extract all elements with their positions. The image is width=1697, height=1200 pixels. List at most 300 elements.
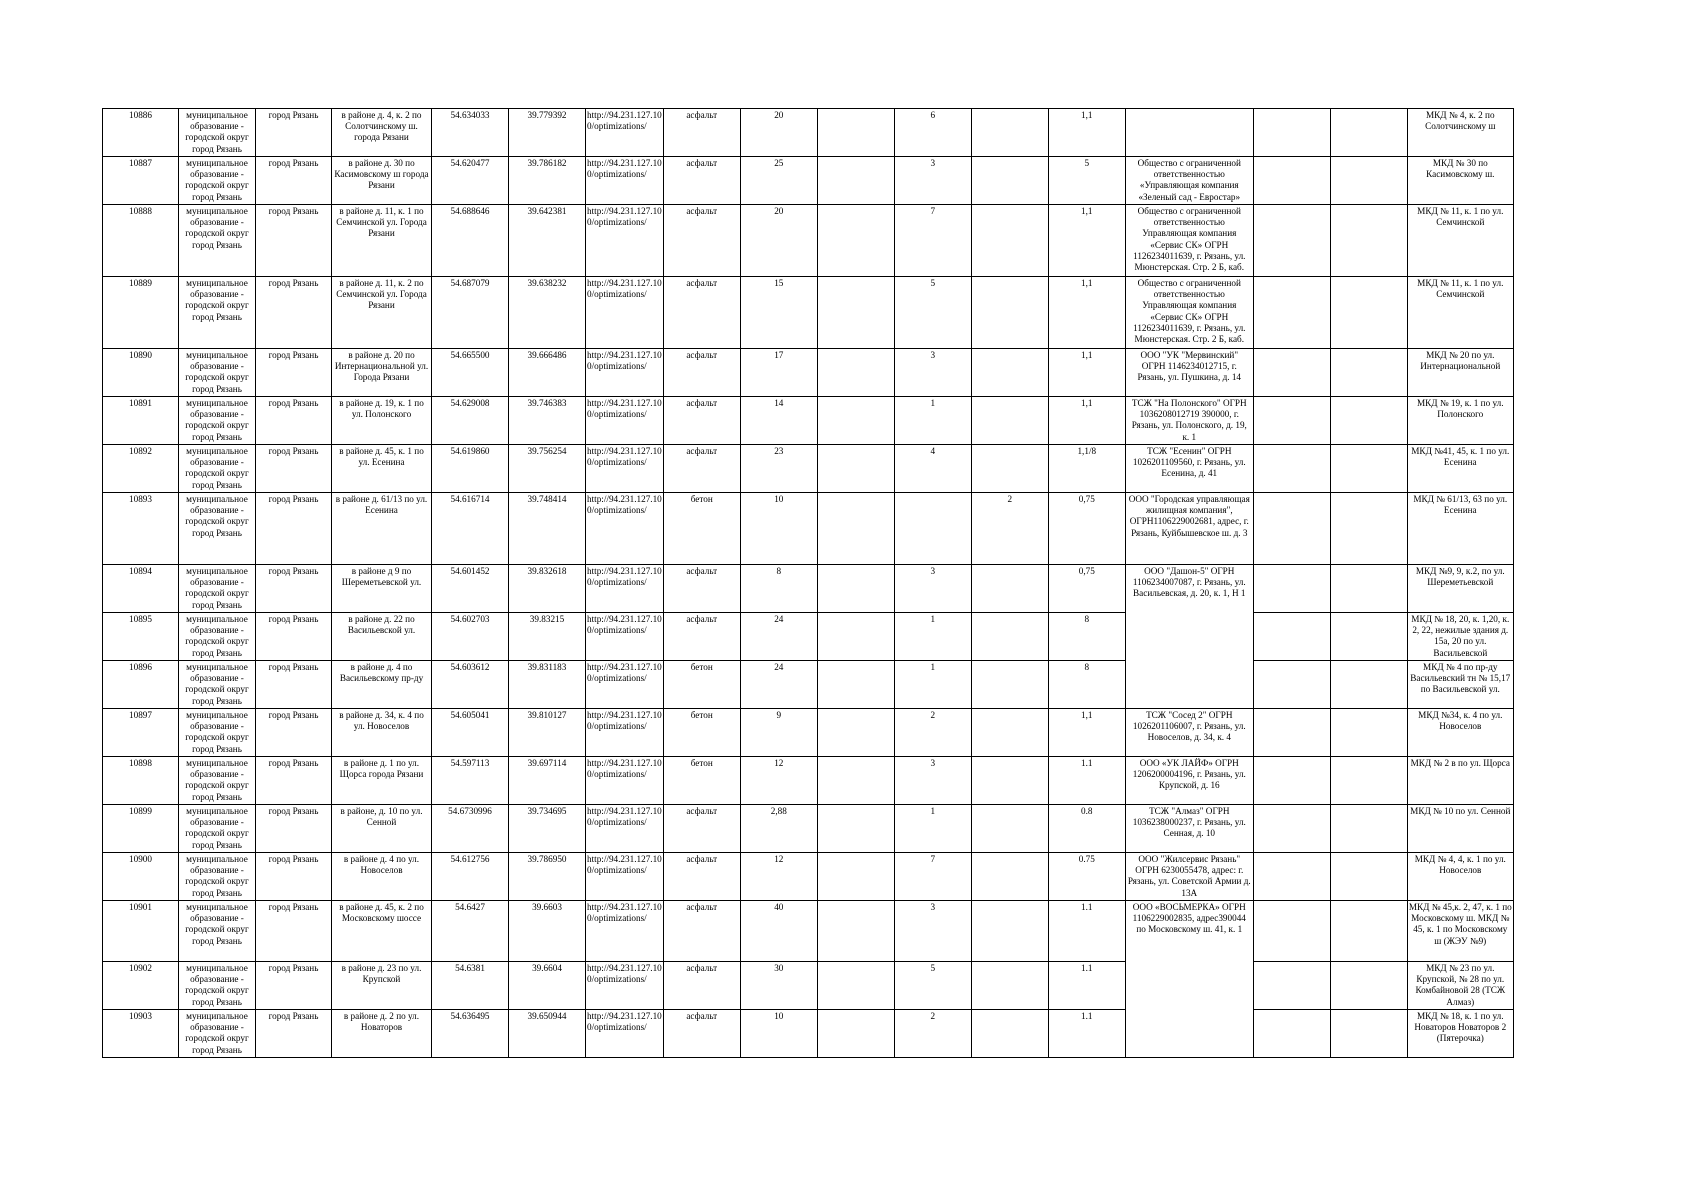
municipality-cell: муниципальное образование - городской округ город Рязань [179, 1010, 256, 1058]
row-number-cell: 10903 [103, 1010, 179, 1058]
empty-cell [1330, 445, 1407, 493]
empty-cell [1253, 109, 1330, 157]
map-link-cell: http://94.231.127.10 0/optimizations/ [586, 613, 664, 661]
address-cell: в районе д. 23 по ул. Крупской [332, 962, 432, 1010]
surface-cell: асфальт [663, 901, 740, 962]
map-link-cell: http://94.231.127.10 0/optimizations/ [586, 565, 664, 613]
address-cell: в районе д. 22 по Васильевской ул. [332, 613, 432, 661]
longitude-cell: 39.734695 [509, 805, 586, 853]
empty-cell [1253, 901, 1330, 962]
container-count-2-cell [971, 805, 1048, 853]
map-link-cell: http://94.231.127.10 0/optimizations/ [586, 962, 664, 1010]
longitude-cell: 39.642381 [509, 205, 586, 277]
municipality-cell: муниципальное образование - городской округ город Рязань [179, 709, 256, 757]
row-number-cell: 10892 [103, 445, 179, 493]
surface-cell: асфальт [663, 445, 740, 493]
empty-cell [1330, 277, 1407, 349]
owner-cell [1125, 109, 1253, 157]
municipality-cell: муниципальное образование - городской округ город Рязань [179, 661, 256, 709]
container-count-cell: 2 [894, 1010, 971, 1058]
longitude-cell: 39.786182 [509, 157, 586, 205]
longitude-cell: 39.810127 [509, 709, 586, 757]
table-row [103, 709, 1514, 757]
surface-cell: асфальт [663, 853, 740, 901]
address-cell: в районе д. 45, к. 1 по ул. Есенина [332, 445, 432, 493]
empty-cell [817, 853, 894, 901]
latitude-cell: 54.629008 [432, 397, 509, 445]
municipality-cell: муниципальное образование - городской округ город Рязань [179, 445, 256, 493]
empty-cell [1253, 709, 1330, 757]
row-number-cell: 10894 [103, 565, 179, 613]
empty-cell [1330, 661, 1407, 709]
latitude-cell: 54.636495 [432, 1010, 509, 1058]
municipality-cell: муниципальное образование - городской округ город Рязань [179, 853, 256, 901]
container-count-2-cell [971, 661, 1048, 709]
surface-cell: асфальт [663, 205, 740, 277]
table-row [103, 613, 1514, 661]
waste-source-cell: МКД № 23 по ул. Крупской, № 28 по ул. Комбайновой 28 (ТСЖ Алмаз) [1407, 962, 1513, 1010]
empty-cell [1253, 349, 1330, 397]
empty-cell [817, 757, 894, 805]
latitude-cell: 54.6427 [432, 901, 509, 962]
row-number-cell: 10896 [103, 661, 179, 709]
container-count-2-cell [971, 962, 1048, 1010]
container-volume-cell: 1,1/8 [1048, 445, 1125, 493]
empty-cell [817, 805, 894, 853]
latitude-cell: 54.620477 [432, 157, 509, 205]
surface-cell: бетон [663, 661, 740, 709]
surface-cell: асфальт [663, 109, 740, 157]
city-cell: город Рязань [256, 1010, 332, 1058]
owner-cell: ТСЖ "Сосед 2" ОГРН 1026201106007, г. Рязань, ул. Новоселов, д. 34, к. 4 [1125, 709, 1253, 757]
area-cell: 10 [740, 1010, 817, 1058]
container-volume-cell: 1,1 [1048, 109, 1125, 157]
city-cell: город Рязань [256, 397, 332, 445]
surface-cell: асфальт [663, 1010, 740, 1058]
city-cell: город Рязань [256, 613, 332, 661]
container-count-cell: 4 [894, 445, 971, 493]
map-link-cell: http://94.231.127.10 0/optimizations/ [586, 661, 664, 709]
longitude-cell: 39.756254 [509, 445, 586, 493]
container-count-cell: 3 [894, 757, 971, 805]
city-cell: город Рязань [256, 805, 332, 853]
map-link-cell: http://94.231.127.10 0/optimizations/ [586, 709, 664, 757]
municipality-cell: муниципальное образование - городской округ город Рязань [179, 157, 256, 205]
address-cell: в районе д. 61/13 по ул. Есенина [332, 493, 432, 565]
municipality-cell: муниципальное образование - городской округ город Рязань [179, 109, 256, 157]
city-cell: город Рязань [256, 445, 332, 493]
address-cell: в районе д. 1 по ул. Щорса города Рязани [332, 757, 432, 805]
empty-cell [817, 493, 894, 565]
longitude-cell: 39.83215 [509, 613, 586, 661]
surface-cell: асфальт [663, 157, 740, 205]
container-volume-cell: 1,1 [1048, 397, 1125, 445]
empty-cell [1330, 109, 1407, 157]
city-cell: город Рязань [256, 205, 332, 277]
row-number-cell: 10895 [103, 613, 179, 661]
container-volume-cell: 8 [1048, 661, 1125, 709]
row-number-cell: 10893 [103, 493, 179, 565]
address-cell: в районе д. 19, к. 1 по ул. Полонского [332, 397, 432, 445]
waste-source-cell: МКД № 11, к. 1 по ул. Семчинской [1407, 205, 1513, 277]
latitude-cell: 54.603612 [432, 661, 509, 709]
municipality-cell: муниципальное образование - городской округ город Рязань [179, 805, 256, 853]
municipality-cell: муниципальное образование - городской округ город Рязань [179, 349, 256, 397]
longitude-cell: 39.832618 [509, 565, 586, 613]
longitude-cell: 39.831183 [509, 661, 586, 709]
surface-cell: бетон [663, 709, 740, 757]
container-volume-cell: 0,75 [1048, 565, 1125, 613]
address-cell: в районе д. 34, к. 4 по ул. Новоселов [332, 709, 432, 757]
map-link-cell: http://94.231.127.10 0/optimizations/ [586, 349, 664, 397]
empty-cell [1253, 613, 1330, 661]
address-cell: в районе д. 11, к. 2 по Семчинской ул. Города Рязани [332, 277, 432, 349]
container-count-cell [894, 493, 971, 565]
empty-cell [1330, 157, 1407, 205]
surface-cell: асфальт [663, 613, 740, 661]
map-link-cell: http://94.231.127.10 0/optimizations/ [586, 445, 664, 493]
owner-cell: ООО "Дашон-5" ОГРН 1106234007087, г. Рязань, ул. Васильевская, д. 20, к. 1, Н 1 [1125, 565, 1253, 709]
container-count-cell: 5 [894, 962, 971, 1010]
waste-source-cell: МКД № 30 по Касимовскому ш. [1407, 157, 1513, 205]
surface-cell: асфальт [663, 565, 740, 613]
container-count-2-cell [971, 205, 1048, 277]
container-count-2-cell [971, 709, 1048, 757]
surface-cell: асфальт [663, 349, 740, 397]
empty-cell [817, 157, 894, 205]
container-volume-cell: 1,1 [1048, 205, 1125, 277]
container-count-2-cell: 2 [971, 493, 1048, 565]
surface-cell: асфальт [663, 805, 740, 853]
container-count-cell: 3 [894, 157, 971, 205]
owner-cell: ООО «ВОСЬМЕРКА» ОГРН 1106229002835, адрес390044 по Московскому ш. 41, к. 1 [1125, 901, 1253, 1058]
owner-cell: ТСЖ "Алмаз" ОГРН 1036238000237, г. Рязань, ул. Сенная, д. 10 [1125, 805, 1253, 853]
area-cell: 10 [740, 493, 817, 565]
area-cell: 14 [740, 397, 817, 445]
table-row [103, 157, 1514, 205]
address-cell: в районе д 9 по Шереметьевской ул. [332, 565, 432, 613]
latitude-cell: 54.602703 [432, 613, 509, 661]
longitude-cell: 39.786950 [509, 853, 586, 901]
address-cell: в районе д. 2 по ул. Новаторов [332, 1010, 432, 1058]
area-cell: 23 [740, 445, 817, 493]
city-cell: город Рязань [256, 349, 332, 397]
container-count-cell: 7 [894, 205, 971, 277]
container-volume-cell: 5 [1048, 157, 1125, 205]
municipality-cell: муниципальное образование - городской округ город Рязань [179, 277, 256, 349]
table-row [103, 445, 1514, 493]
container-volume-cell: 0,75 [1048, 493, 1125, 565]
surface-cell: бетон [663, 493, 740, 565]
waste-source-cell: МКД № 18, к. 1 по ул. Новаторов Новаторов 2 (Пятерочка) [1407, 1010, 1513, 1058]
table-row [103, 277, 1514, 349]
container-count-2-cell [971, 1010, 1048, 1058]
owner-cell: ООО «УК ЛАЙФ» ОГРН 1206200004196, г. Рязань, ул. Крупской, д. 16 [1125, 757, 1253, 805]
empty-cell [1330, 397, 1407, 445]
latitude-cell: 54.619860 [432, 445, 509, 493]
table-row [103, 853, 1514, 901]
waste-source-cell: МКД № 2 в по ул. Щорса [1407, 757, 1513, 805]
waste-source-cell: МКД № 20 по ул. Интернациональной [1407, 349, 1513, 397]
waste-source-cell: МКД № 10 по ул. Сенной [1407, 805, 1513, 853]
owner-cell: ООО "Городская управляющая жилищная компания", ОГРН1106229002681, адрес, г. Рязань, Куйбышевское ш. д. 3 [1125, 493, 1253, 565]
container-count-cell: 5 [894, 277, 971, 349]
empty-cell [817, 349, 894, 397]
empty-cell [1330, 709, 1407, 757]
address-cell: в районе д. 20 по Интернациональной ул. Города Рязани [332, 349, 432, 397]
latitude-cell: 54.688646 [432, 205, 509, 277]
table-row [103, 661, 1514, 709]
container-count-2-cell [971, 109, 1048, 157]
municipality-cell: муниципальное образование - городской округ город Рязань [179, 613, 256, 661]
longitude-cell: 39.6603 [509, 901, 586, 962]
municipality-cell: муниципальное образование - городской округ город Рязань [179, 565, 256, 613]
owner-cell: ТСЖ "Есенин" ОГРН 1026201109560, г. Рязань, ул. Есенина, д. 41 [1125, 445, 1253, 493]
city-cell: город Рязань [256, 757, 332, 805]
row-number-cell: 10899 [103, 805, 179, 853]
table-row [103, 349, 1514, 397]
empty-cell [817, 962, 894, 1010]
empty-cell [1253, 157, 1330, 205]
area-cell: 20 [740, 205, 817, 277]
row-number-cell: 10887 [103, 157, 179, 205]
longitude-cell: 39.697114 [509, 757, 586, 805]
empty-cell [1330, 962, 1407, 1010]
empty-cell [1253, 493, 1330, 565]
latitude-cell: 54.634033 [432, 109, 509, 157]
row-number-cell: 10900 [103, 853, 179, 901]
container-count-cell: 1 [894, 613, 971, 661]
area-cell: 24 [740, 661, 817, 709]
surface-cell: асфальт [663, 277, 740, 349]
latitude-cell: 54.612756 [432, 853, 509, 901]
waste-source-cell: МКД № 19, к. 1 по ул. Полонского [1407, 397, 1513, 445]
container-volume-cell: 1,1 [1048, 709, 1125, 757]
table-row [103, 565, 1514, 613]
empty-cell [1253, 853, 1330, 901]
longitude-cell: 39.638232 [509, 277, 586, 349]
empty-cell [1253, 445, 1330, 493]
container-count-2-cell [971, 901, 1048, 962]
waste-source-cell: МКД № 4, 4, к. 1 по ул. Новоселов [1407, 853, 1513, 901]
address-cell: в районе, д. 10 по ул. Сенной [332, 805, 432, 853]
container-count-2-cell [971, 613, 1048, 661]
container-volume-cell: 8 [1048, 613, 1125, 661]
container-count-2-cell [971, 349, 1048, 397]
area-cell: 40 [740, 901, 817, 962]
map-link-cell: http://94.231.127.10 0/optimizations/ [586, 757, 664, 805]
area-cell: 12 [740, 853, 817, 901]
map-link-cell: http://94.231.127.10 0/optimizations/ [586, 205, 664, 277]
empty-cell [1330, 757, 1407, 805]
latitude-cell: 54.601452 [432, 565, 509, 613]
empty-cell [817, 613, 894, 661]
waste-source-cell: МКД № 11, к. 1 по ул. Семчинской [1407, 277, 1513, 349]
longitude-cell: 39.779392 [509, 109, 586, 157]
registry-table [102, 108, 1514, 1058]
area-cell: 12 [740, 757, 817, 805]
table-row [103, 757, 1514, 805]
empty-cell [1253, 805, 1330, 853]
city-cell: город Рязань [256, 661, 332, 709]
container-count-cell: 1 [894, 805, 971, 853]
container-count-cell: 1 [894, 661, 971, 709]
table-row [103, 805, 1514, 853]
municipality-cell: муниципальное образование - городской округ город Рязань [179, 493, 256, 565]
city-cell: город Рязань [256, 493, 332, 565]
table-row [103, 962, 1514, 1010]
empty-cell [1253, 565, 1330, 613]
row-number-cell: 10890 [103, 349, 179, 397]
container-volume-cell: 0.75 [1048, 853, 1125, 901]
municipality-cell: муниципальное образование - городской округ город Рязань [179, 205, 256, 277]
empty-cell [1253, 757, 1330, 805]
empty-cell [1330, 853, 1407, 901]
municipality-cell: муниципальное образование - городской округ город Рязань [179, 962, 256, 1010]
empty-cell [1253, 397, 1330, 445]
owner-cell: ТСЖ "На Полонского" ОГРН 1036208012719 390000, г. Рязань, ул. Полонского, д. 19, к. 1 [1125, 397, 1253, 445]
address-cell: в районе д. 4 по Васильевскому пр-ду [332, 661, 432, 709]
empty-cell [817, 901, 894, 962]
container-count-cell: 3 [894, 349, 971, 397]
owner-cell: Общество с ограниченной ответственностью Управляющая компания «Сервис СК» ОГРН 1126234011639, г. Рязань, ул. Мюнстерская. Стр. 2 Б, каб. [1125, 277, 1253, 349]
address-cell: в районе д. 4 по ул. Новоселов [332, 853, 432, 901]
longitude-cell: 39.6604 [509, 962, 586, 1010]
empty-cell [817, 661, 894, 709]
latitude-cell: 54.6730996 [432, 805, 509, 853]
waste-source-cell: МКД №41, 45, к. 1 по ул. Есенина [1407, 445, 1513, 493]
row-number-cell: 10897 [103, 709, 179, 757]
area-cell: 24 [740, 613, 817, 661]
empty-cell [817, 1010, 894, 1058]
empty-cell [1253, 277, 1330, 349]
city-cell: город Рязань [256, 565, 332, 613]
latitude-cell: 54.616714 [432, 493, 509, 565]
map-link-cell: http://94.231.127.10 0/optimizations/ [586, 109, 664, 157]
waste-source-cell: МКД № 61/13, 63 по ул. Есенина [1407, 493, 1513, 565]
row-number-cell: 10888 [103, 205, 179, 277]
longitude-cell: 39.746383 [509, 397, 586, 445]
container-count-2-cell [971, 277, 1048, 349]
latitude-cell: 54.605041 [432, 709, 509, 757]
waste-source-cell: МКД № 18, 20, к. 1,20, к. 2, 22, нежилые здания д. 15а, 20 по ул. Васильевской [1407, 613, 1513, 661]
empty-cell [1330, 565, 1407, 613]
container-volume-cell: 1.1 [1048, 1010, 1125, 1058]
table-row [103, 1010, 1514, 1058]
empty-cell [1330, 901, 1407, 962]
row-number-cell: 10891 [103, 397, 179, 445]
empty-cell [817, 709, 894, 757]
waste-source-cell: МКД № 4, к. 2 по Солотчинскому ш [1407, 109, 1513, 157]
latitude-cell: 54.6381 [432, 962, 509, 1010]
container-count-cell: 3 [894, 565, 971, 613]
address-cell: в районе д. 45, к. 2 по Московскому шоссе [332, 901, 432, 962]
table-row [103, 205, 1514, 277]
waste-source-cell: МКД №34, к. 4 по ул. Новоселов [1407, 709, 1513, 757]
latitude-cell: 54.665500 [432, 349, 509, 397]
map-link-cell: http://94.231.127.10 0/optimizations/ [586, 493, 664, 565]
surface-cell: асфальт [663, 962, 740, 1010]
city-cell: город Рязань [256, 962, 332, 1010]
municipality-cell: муниципальное образование - городской округ город Рязань [179, 757, 256, 805]
row-number-cell: 10902 [103, 962, 179, 1010]
row-number-cell: 10901 [103, 901, 179, 962]
row-number-cell: 10886 [103, 109, 179, 157]
empty-cell [1253, 962, 1330, 1010]
city-cell: город Рязань [256, 901, 332, 962]
empty-cell [817, 205, 894, 277]
empty-cell [1330, 349, 1407, 397]
container-count-cell: 7 [894, 853, 971, 901]
owner-cell: Общество с ограниченной ответственностью Управляющая компания «Сервис СК» ОГРН 1126234011639, г. Рязань, ул. Мюнстерская. Стр. 2 Б, каб. [1125, 205, 1253, 277]
container-volume-cell: 0.8 [1048, 805, 1125, 853]
container-count-2-cell [971, 157, 1048, 205]
city-cell: город Рязань [256, 853, 332, 901]
map-link-cell: http://94.231.127.10 0/optimizations/ [586, 277, 664, 349]
surface-cell: асфальт [663, 397, 740, 445]
latitude-cell: 54.597113 [432, 757, 509, 805]
municipality-cell: муниципальное образование - городской округ город Рязань [179, 397, 256, 445]
map-link-cell: http://94.231.127.10 0/optimizations/ [586, 1010, 664, 1058]
row-number-cell: 10898 [103, 757, 179, 805]
container-count-cell: 2 [894, 709, 971, 757]
map-link-cell: http://94.231.127.10 0/optimizations/ [586, 397, 664, 445]
container-volume-cell: 1.1 [1048, 901, 1125, 962]
table-row [103, 493, 1514, 565]
area-cell: 17 [740, 349, 817, 397]
empty-cell [1253, 661, 1330, 709]
waste-source-cell: МКД № 4 по пр-ду Васильевский тн № 15,17 по Васильевской ул. [1407, 661, 1513, 709]
waste-source-cell: МКД № 45,к. 2, 47, к. 1 по Московскому ш. МКД № 45, к. 1 по Московскому ш (ЖЭУ №9) [1407, 901, 1513, 962]
city-cell: город Рязань [256, 109, 332, 157]
empty-cell [817, 565, 894, 613]
empty-cell [1330, 205, 1407, 277]
container-count-cell: 1 [894, 397, 971, 445]
address-cell: в районе д. 4, к. 2 по Солотчинскому ш. города Рязани [332, 109, 432, 157]
address-cell: в районе д. 11, к. 1 по Семчинской ул. Города Рязани [332, 205, 432, 277]
container-count-2-cell [971, 853, 1048, 901]
area-cell: 2,88 [740, 805, 817, 853]
empty-cell [817, 109, 894, 157]
address-cell: в районе д. 30 по Касимовскому ш города Рязани [332, 157, 432, 205]
table-row [103, 397, 1514, 445]
row-number-cell: 10889 [103, 277, 179, 349]
container-volume-cell: 1,1 [1048, 277, 1125, 349]
empty-cell [1330, 1010, 1407, 1058]
container-volume-cell: 1.1 [1048, 757, 1125, 805]
table-row [103, 109, 1514, 157]
container-count-2-cell [971, 565, 1048, 613]
area-cell: 9 [740, 709, 817, 757]
city-cell: город Рязань [256, 277, 332, 349]
map-link-cell: http://94.231.127.10 0/optimizations/ [586, 805, 664, 853]
longitude-cell: 39.748414 [509, 493, 586, 565]
city-cell: город Рязань [256, 709, 332, 757]
empty-cell [1330, 805, 1407, 853]
empty-cell [817, 277, 894, 349]
table-body [103, 109, 1514, 1058]
empty-cell [817, 445, 894, 493]
table-row [103, 901, 1514, 962]
empty-cell [1253, 205, 1330, 277]
longitude-cell: 39.650944 [509, 1010, 586, 1058]
longitude-cell: 39.666486 [509, 349, 586, 397]
area-cell: 15 [740, 277, 817, 349]
map-link-cell: http://94.231.127.10 0/optimizations/ [586, 853, 664, 901]
latitude-cell: 54.687079 [432, 277, 509, 349]
container-count-2-cell [971, 757, 1048, 805]
empty-cell [817, 397, 894, 445]
